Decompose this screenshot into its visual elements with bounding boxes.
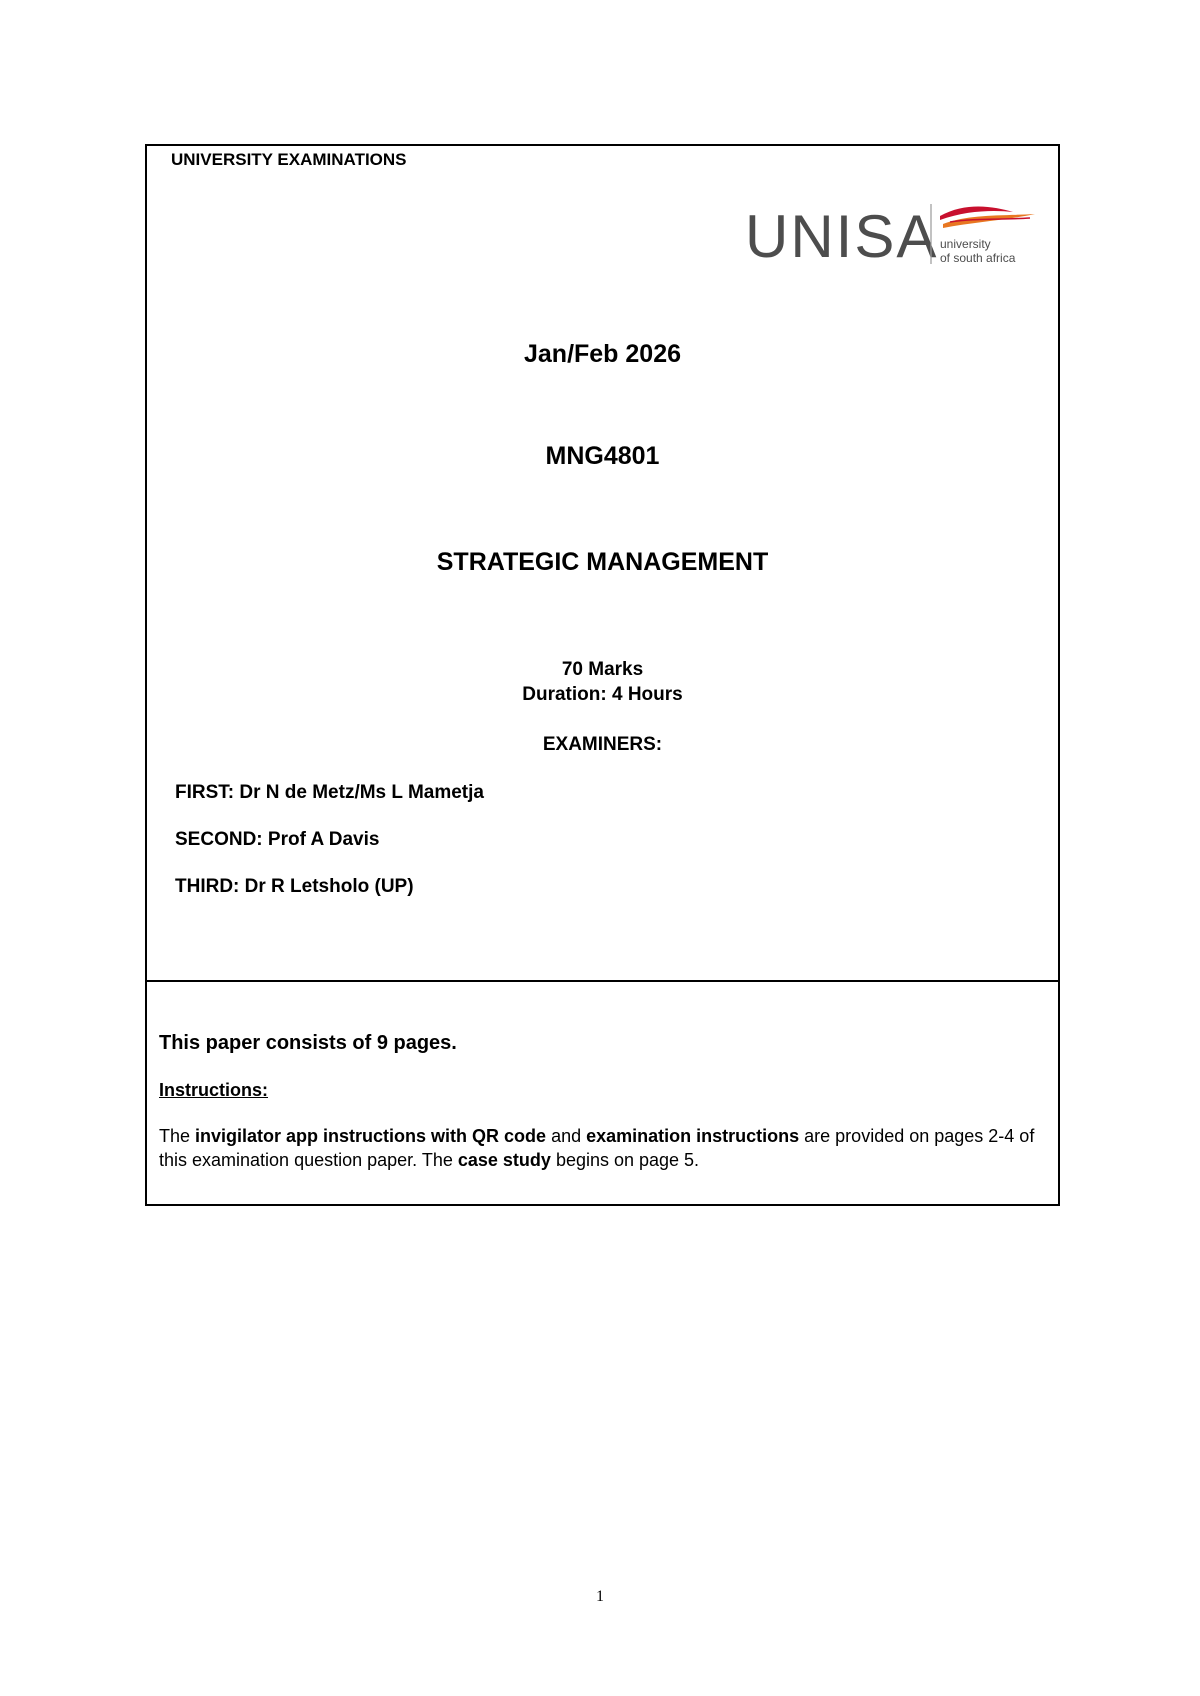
- exam-session: Jan/Feb 2026: [523, 340, 682, 368]
- page-count-statement: This paper consists of 9 pages.: [159, 1032, 457, 1054]
- exam-cover-box: [145, 144, 1060, 1206]
- module-code: MNG4801: [545, 442, 660, 470]
- examiners-heading: EXAMINERS:: [542, 734, 663, 755]
- section-divider: [147, 980, 1058, 982]
- unisa-logo: [745, 202, 1045, 266]
- logo-tagline-2: of south africa: [940, 251, 1016, 265]
- page-number: 1: [596, 1588, 604, 1605]
- instructions-heading: Instructions:: [159, 1080, 269, 1100]
- logo-wordmark: UNISA: [745, 203, 939, 266]
- total-marks: 70 Marks: [561, 659, 644, 680]
- instructions-paragraph: The invigilator app instructions with QR code and examination instructions are provided on pages 2-4 of this examination question paper. The case study begins on page 5.: [159, 1126, 1035, 1170]
- module-title: STRATEGIC MANAGEMENT: [436, 548, 769, 576]
- examiner-second: SECOND: Prof A Davis: [175, 829, 380, 850]
- exam-duration: Duration: 4 Hours: [522, 684, 683, 705]
- examiner-third: THIRD: Dr R Letsholo (UP): [175, 876, 414, 897]
- logo-tagline-1: university: [940, 237, 991, 251]
- header-label: UNIVERSITY EXAMINATIONS: [171, 150, 407, 169]
- examiner-first: FIRST: Dr N de Metz/Ms L Mametja: [175, 782, 484, 803]
